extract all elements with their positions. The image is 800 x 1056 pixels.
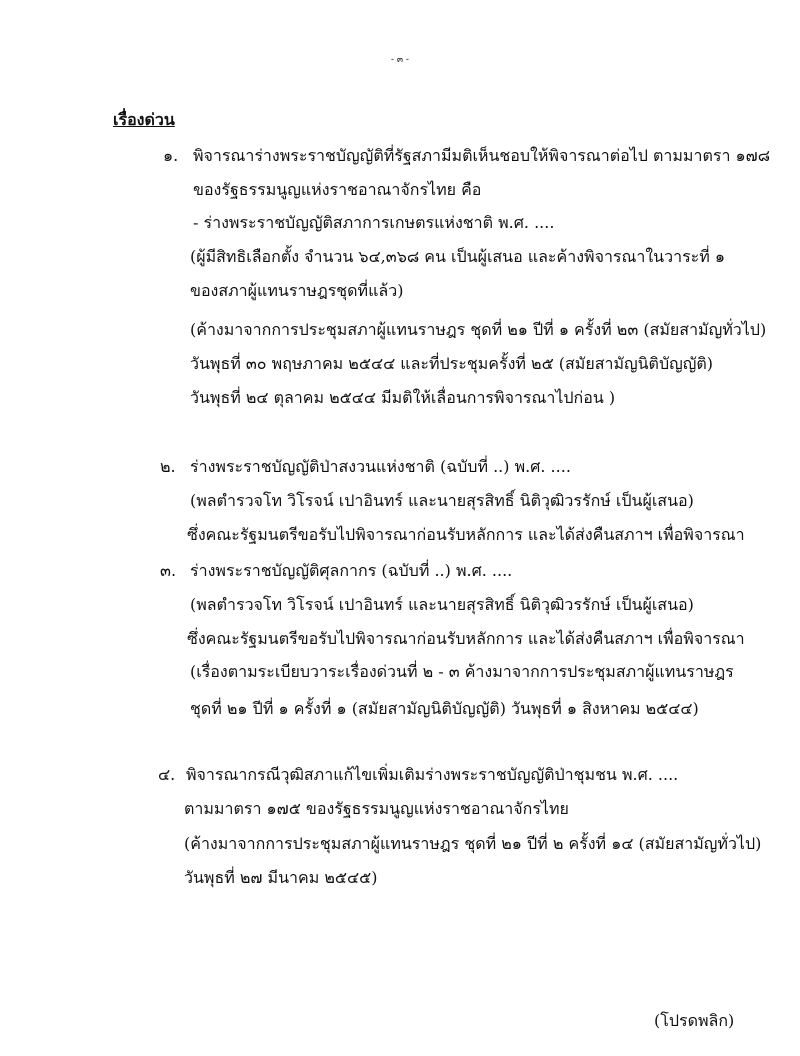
item-line: วันพุธที่ ๓๐ พฤษภาคม ๒๕๔๔ และที่ประชุมครั้งที่ ๒๕ (สมัยสามัญนิติบัญญัติ) (190, 354, 713, 373)
item-line: ซึ่งคณะรัฐมนตรีขอรับไปพิจารณาก่อนรับหลักการ และได้ส่งคืนสภาฯ เพื่อพิจารณา (187, 525, 745, 544)
item-line: ของรัฐธรรมนูญแห่งราชอาณาจักรไทย คือ (193, 180, 482, 199)
item-line: ร่างพระราชบัญญัติศุลกากร (ฉบับที่ ..) พ.ศ. .... (190, 561, 513, 580)
item-number: ๔. (158, 765, 176, 784)
item-line: พิจารณากรณีวุฒิสภาแก้ไขเพิ่มเติมร่างพระราชบัญญัติป่าชุมชน พ.ศ. .... (186, 765, 679, 784)
item-line: ตามมาตรา ๑๗๕ ของรัฐธรรมนูญแห่งราชอาณาจักรไทย (184, 799, 569, 818)
item-line: พิจารณาร่างพระราชบัญญัติที่รัฐสภามีมติเห็นชอบให้พิจารณาต่อไป ตามมาตรา ๑๗๘ (193, 146, 771, 165)
item-line: วันพุธที่ ๒๗ มีนาคม ๒๕๔๕) (184, 868, 378, 887)
item-line: (ค้างมาจากการประชุมสภาผู้แทนราษฎร ชุดที่ ๒๑ ปีที่ ๑ ครั้งที่ ๒๓ (สมัยสามัญทั่วไป) (190, 320, 767, 339)
item-line: ของสภาผู้แทนราษฎรชุดที่แล้ว) (190, 281, 404, 300)
item-line: ซึ่งคณะรัฐมนตรีขอรับไปพิจารณาก่อนรับหลักการ และได้ส่งคืนสภาฯ เพื่อพิจารณา (187, 629, 745, 648)
turn-page-note: (โปรดพลิก) (654, 1011, 735, 1030)
section-heading: เรื่องด่วน (113, 110, 175, 129)
item-line: ชุดที่ ๒๑ ปีที่ ๑ ครั้งที่ ๑ (สมัยสามัญนิติบัญญัติ) วันพุธที่ ๑ สิงหาคม ๒๕๔๔) (190, 699, 699, 718)
item-line: ร่างพระราชบัญญัติป่าสงวนแห่งชาติ (ฉบับที่ ..) พ.ศ. .... (190, 457, 571, 476)
item-number: ๓. (160, 561, 177, 580)
item-line: (เรื่องตามระเบียบวาระเรื่องด่วนที่ ๒ - ๓ ค้างมาจากการประชุมสภาผู้แทนราษฎร (190, 662, 734, 681)
item-line: - ร่างพระราชบัญญัติสภาการเกษตรแห่งชาติ พ.ศ. .... (193, 213, 555, 232)
item-line: (ค้างมาจากการประชุมสภาผู้แทนราษฎร ชุดที่ ๒๑ ปีที่ ๒ ครั้งที่ ๑๔ (สมัยสามัญทั่วไป) (184, 834, 762, 853)
item-line: (ผู้มีสิทธิเลือกตั้ง จำนวน ๖๔,๓๖๘ คน เป็นผู้เสนอ และค้างพิจารณาในวาระที่ ๑ (190, 247, 726, 266)
item-number: ๑. (163, 146, 179, 165)
item-number: ๒. (160, 457, 176, 476)
item-line: วันพุธที่ ๒๔ ตุลาคม ๒๕๔๔ มีมติให้เลื่อนการพิจารณาไปก่อน ) (190, 388, 616, 407)
item-line: (พลตำรวจโท วิโรจน์ เปาอินทร์ และนายสุรสิทธิ์ นิติวุฒิวรรักษ์ เป็นผู้เสนอ) (190, 595, 694, 614)
page-number: - ๓ - (391, 55, 409, 65)
item-line: (พลตำรวจโท วิโรจน์ เปาอินทร์ และนายสุรสิทธิ์ นิติวุฒิวรรักษ์ เป็นผู้เสนอ) (190, 491, 694, 510)
